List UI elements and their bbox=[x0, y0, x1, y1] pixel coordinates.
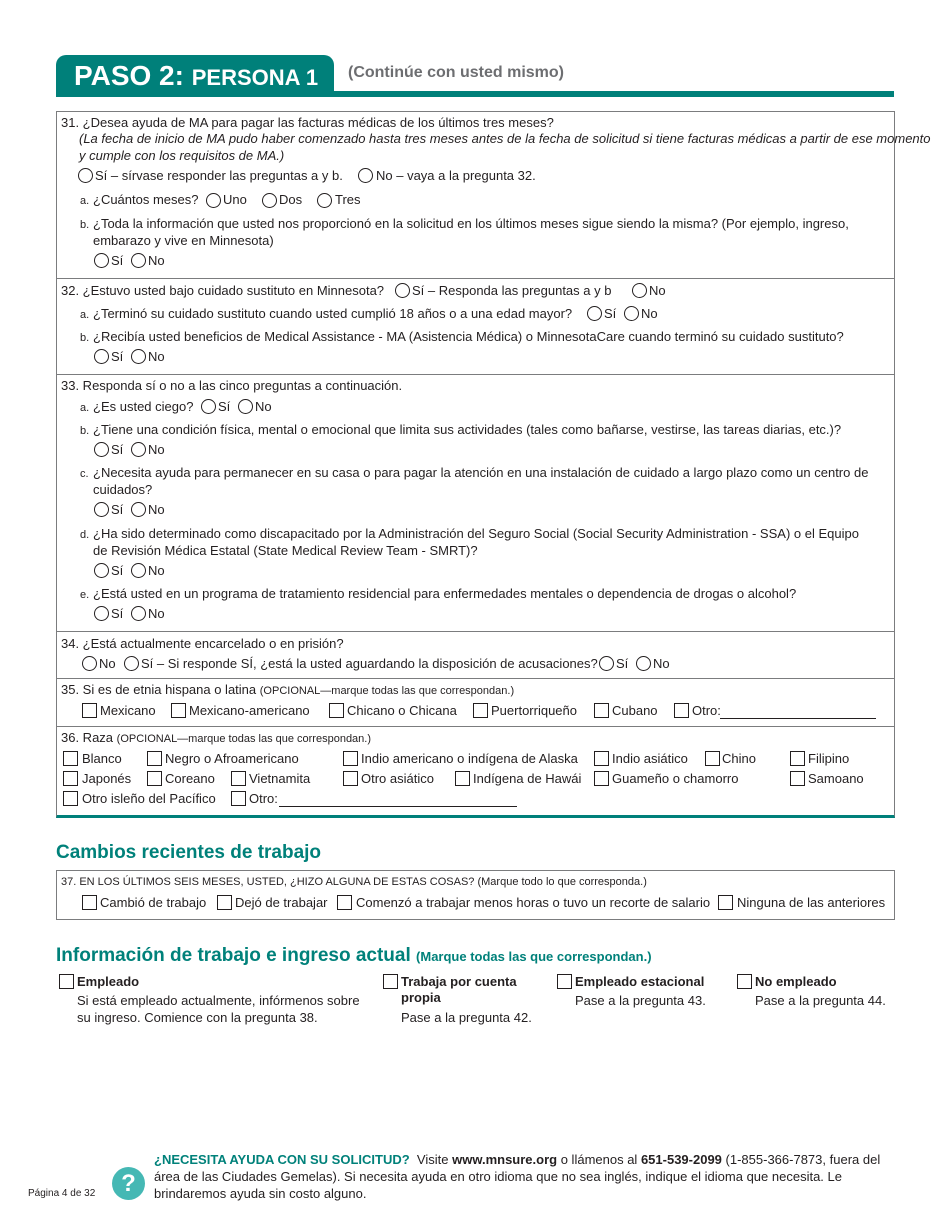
q33a-no-label: No bbox=[255, 399, 272, 414]
estacional-desc: Pase a la pregunta 43. bbox=[575, 993, 706, 1008]
no-empleado-checkbox[interactable] bbox=[737, 974, 752, 989]
q31b-yes-radio[interactable] bbox=[94, 253, 109, 268]
q32b-no-label: No bbox=[148, 349, 165, 364]
q33d-text-2: de Revisión Médica Estatal (State Medical Review Team - SMRT)? bbox=[93, 543, 478, 558]
q31b-text-2: embarazo y vive en Minnesota) bbox=[93, 233, 274, 248]
q36-option: Otro asiático bbox=[361, 771, 434, 786]
q36-option: Otro isleño del Pacífico bbox=[82, 791, 216, 806]
q34-charges-yes-label: Sí bbox=[616, 656, 629, 671]
q37-ninguna-checkbox[interactable] bbox=[718, 895, 733, 910]
q33e-no-radio[interactable] bbox=[131, 606, 146, 621]
q33b-yes-label: Sí bbox=[111, 442, 124, 457]
q32-yes-label: Sí – Responda las preguntas a y b bbox=[412, 283, 612, 298]
q36-option: Filipino bbox=[808, 751, 850, 766]
q32-no-radio[interactable] bbox=[632, 283, 647, 298]
divider-35-36 bbox=[56, 726, 894, 727]
q36-option: Samoano bbox=[808, 771, 864, 786]
divider-32-33 bbox=[56, 374, 894, 375]
q33d-yes-radio[interactable] bbox=[94, 563, 109, 578]
q32a-yes-radio[interactable] bbox=[587, 306, 602, 321]
q31-yes-radio[interactable] bbox=[78, 168, 93, 183]
q34-charges-yes-radio[interactable] bbox=[599, 656, 614, 671]
q36-option: Vietnamita bbox=[249, 771, 311, 786]
q35-otro-input[interactable] bbox=[720, 718, 876, 719]
page-number: Página 4 de 32 bbox=[28, 1188, 96, 1199]
q34-charges-no-radio[interactable] bbox=[636, 656, 651, 671]
q36-option: Negro o Afroamericano bbox=[165, 751, 299, 766]
q32b-text: ¿Recibía usted beneficios de Medical Assistance - MA (Asistencia Médica) o MinnesotaCare cuando terminó su cuidado sustituto? bbox=[93, 329, 844, 344]
q31b-letter: b. bbox=[80, 219, 90, 231]
q36-option: Blanco bbox=[82, 751, 122, 766]
q33c-yes-label: Sí bbox=[111, 502, 124, 517]
q34-charges-no-label: No bbox=[653, 656, 670, 671]
q36-vietnamita-checkbox[interactable] bbox=[231, 771, 246, 786]
q35-otro-checkbox[interactable] bbox=[674, 703, 689, 718]
q33e-yes-label: Sí bbox=[111, 606, 124, 621]
q34-yes-radio[interactable] bbox=[124, 656, 139, 671]
q33e-yes-radio[interactable] bbox=[94, 606, 109, 621]
q31b-no-radio[interactable] bbox=[131, 253, 146, 268]
q35-mexicano-americano-checkbox[interactable] bbox=[171, 703, 186, 718]
q36-guameno-checkbox[interactable] bbox=[594, 771, 609, 786]
q36-option: Otro: bbox=[249, 791, 278, 806]
q37-dejo-checkbox[interactable] bbox=[217, 895, 232, 910]
q37-option: Dejó de trabajar bbox=[235, 895, 328, 910]
q33b-yes-radio[interactable] bbox=[94, 442, 109, 457]
q36-samoano-checkbox[interactable] bbox=[790, 771, 805, 786]
q37-cambio-checkbox[interactable] bbox=[82, 895, 97, 910]
q32a-yes-label: Sí bbox=[604, 306, 617, 321]
help-text: ¿NECESITA AYUDA CON SU SOLICITUD? Visite www.mnsure.org o llámenos al 651-539-2099 (1-855-366-7873, fuera del área de las Ciudades Gemelas). Si necesita ayuda en otro idioma que no sea inglés, indique el idioma que necesita. Le brindaremos ayuda sin costo alguno. bbox=[154, 1152, 881, 1201]
q33b-no-radio[interactable] bbox=[131, 442, 146, 457]
q33b-letter: b. bbox=[80, 425, 90, 437]
q31-no-radio[interactable] bbox=[358, 168, 373, 183]
q36-hawai-checkbox[interactable] bbox=[455, 771, 470, 786]
q31a-letter: a. bbox=[80, 195, 90, 207]
q32a-no-radio[interactable] bbox=[624, 306, 639, 321]
q35-option: Cubano bbox=[612, 703, 658, 718]
q33d-text-1: ¿Ha sido determinado como discapacitado por la Administración del Seguro Social (Social Security Administration - SSA) o el Equipo bbox=[93, 526, 859, 541]
no-empleado-desc: Pase a la pregunta 44. bbox=[755, 993, 886, 1008]
q35-mexicano-checkbox[interactable] bbox=[82, 703, 97, 718]
q33-text: 33. Responda sí o no a las cinco preguntas a continuación. bbox=[61, 378, 403, 393]
q35-option: Chicano o Chicana bbox=[347, 703, 457, 718]
q33c-letter: c. bbox=[80, 468, 89, 480]
q37-option: Ninguna de las anteriores bbox=[737, 895, 886, 910]
q36-negro-checkbox[interactable] bbox=[147, 751, 162, 766]
q37-text: 37. EN LOS ÚLTIMOS SEIS MESES, USTED, ¿HIZO ALGUNA DE ESTAS COSAS? (Marque todo lo que corresponda.) bbox=[61, 876, 647, 888]
q33c-yes-radio[interactable] bbox=[94, 502, 109, 517]
q36-chino-checkbox[interactable] bbox=[705, 751, 720, 766]
q36-isleno-checkbox[interactable] bbox=[63, 791, 78, 806]
q37-option: Comenzó a trabajar menos horas o tuvo un recorte de salario bbox=[356, 895, 711, 910]
q32b-letter: b. bbox=[80, 332, 90, 344]
q36-option: Japonés bbox=[82, 771, 132, 786]
divider-31-32 bbox=[56, 278, 894, 279]
q31a-text: ¿Cuántos meses? bbox=[93, 192, 199, 207]
q36-option: Indígena de Hawái bbox=[473, 771, 582, 786]
page-subtitle: (Continúe con usted mismo) bbox=[348, 64, 564, 81]
q36-text: 36. Raza (OPCIONAL—marque todas las que correspondan.) bbox=[61, 730, 372, 745]
q33a-no-radio[interactable] bbox=[238, 399, 253, 414]
q33b-no-label: No bbox=[148, 442, 165, 457]
q32b-yes-label: Sí bbox=[111, 349, 124, 364]
q31a-three-radio[interactable] bbox=[317, 193, 332, 208]
q31-no-label: No – vaya a la pregunta 32. bbox=[376, 168, 536, 183]
q34-no-radio[interactable] bbox=[82, 656, 97, 671]
q35-option: Puertorriqueño bbox=[491, 703, 577, 718]
q35-chicano-checkbox[interactable] bbox=[329, 703, 344, 718]
q36-indio-asiatico-checkbox[interactable] bbox=[594, 751, 609, 766]
q31a-one-radio[interactable] bbox=[206, 193, 221, 208]
q33a-letter: a. bbox=[80, 402, 90, 414]
q33c-no-radio[interactable] bbox=[131, 502, 146, 517]
q31-note-2: y cumple con los requisitos de MA.) bbox=[79, 148, 285, 163]
q36-otro-asiatico-checkbox[interactable] bbox=[343, 771, 358, 786]
empleado-desc-2: su ingreso. Comience con la pregunta 38. bbox=[77, 1010, 318, 1025]
empleado-label: Empleado bbox=[77, 974, 140, 989]
q36-option: Coreano bbox=[165, 771, 215, 786]
q36-indio-americano-checkbox[interactable] bbox=[343, 751, 358, 766]
q35-cubano-checkbox[interactable] bbox=[594, 703, 609, 718]
estacional-checkbox[interactable] bbox=[557, 974, 572, 989]
no-empleado-label: No empleado bbox=[755, 974, 837, 989]
q33e-text: ¿Está usted en un programa de tratamiento residencial para enfermedades mentales o dependencia de drogas o alcohol? bbox=[93, 586, 797, 601]
q33a-text: ¿Es usted ciego? bbox=[93, 399, 194, 414]
q31b-yes-label: Sí bbox=[111, 253, 124, 268]
q35-option: Mexicano bbox=[100, 703, 156, 718]
q32-text: 32. ¿Estuvo usted bajo cuidado sustituto en Minnesota? bbox=[61, 283, 385, 298]
q36-option: Guameño o chamorro bbox=[612, 771, 739, 786]
work-changes-title: Cambios recientes de trabajo bbox=[56, 842, 322, 863]
q36-japones-checkbox[interactable] bbox=[63, 771, 78, 786]
q32b-no-radio[interactable] bbox=[131, 349, 146, 364]
q34-text: 34. ¿Está actualmente encarcelado o en prisión? bbox=[61, 636, 344, 651]
q31-note-1: (La fecha de inicio de MA pudo haber comenzado hasta tres meses antes de la fecha de solicitud si tiene facturas médicas a partir de ese momento bbox=[79, 131, 931, 146]
q37-menos-horas-checkbox[interactable] bbox=[337, 895, 352, 910]
q33c-text-2: cuidados? bbox=[93, 482, 153, 497]
empleado-desc-1: Si está empleado actualmente, infórmenos sobre bbox=[77, 993, 360, 1008]
q36-option: Chino bbox=[722, 751, 756, 766]
q33d-yes-label: Sí bbox=[111, 563, 124, 578]
q33a-yes-label: Sí bbox=[218, 399, 231, 414]
q31a-one-label: Uno bbox=[223, 192, 247, 207]
q36-option: Indio americano o indígena de Alaska bbox=[361, 751, 578, 766]
cuenta-propia-checkbox[interactable] bbox=[383, 974, 398, 989]
q33b-text: ¿Tiene una condición física, mental o emocional que limita sus actividades (tales como bañarse, vestirse, las tareas diarias, etc.)? bbox=[93, 422, 842, 437]
cuenta-propia-label-1: Trabaja por cuenta bbox=[401, 974, 517, 989]
cuenta-propia-label-2: propia bbox=[401, 990, 441, 1005]
q33a-yes-radio[interactable] bbox=[201, 399, 216, 414]
q31b-no-label: No bbox=[148, 253, 165, 268]
q36-otro-checkbox[interactable] bbox=[231, 791, 246, 806]
q31b-text-1: ¿Toda la información que usted nos proporcionó en la solicitud en los últimos meses sigue siendo la misma? (Por ejemplo, ingreso, bbox=[93, 216, 849, 231]
q36-option: Indio asiático bbox=[612, 751, 688, 766]
q36-coreano-checkbox[interactable] bbox=[147, 771, 162, 786]
q32a-text: ¿Terminó su cuidado sustituto cuando usted cumplió 18 años o a una edad mayor? bbox=[93, 306, 573, 321]
q37-option: Cambió de trabajo bbox=[100, 895, 207, 910]
q33d-no-label: No bbox=[148, 563, 165, 578]
estacional-label: Empleado estacional bbox=[575, 974, 705, 989]
q32-no-label: No bbox=[649, 283, 666, 298]
q31a-two-radio[interactable] bbox=[262, 193, 277, 208]
q32b-yes-radio[interactable] bbox=[94, 349, 109, 364]
help-question-icon: ? bbox=[112, 1167, 145, 1200]
divider-33-34 bbox=[56, 631, 894, 632]
q31a-two-label: Dos bbox=[279, 192, 303, 207]
q33c-text-1: ¿Necesita ayuda para permanecer en su casa o para pagar la atención en una instalación de cuidado a largo plazo como un centro de bbox=[93, 465, 869, 480]
q32a-no-label: No bbox=[641, 306, 658, 321]
q36-blanco-checkbox[interactable] bbox=[63, 751, 78, 766]
q35-puertorriqueno-checkbox[interactable] bbox=[473, 703, 488, 718]
current-work-title: Información de trabajo e ingreso actual (Marque todas las que correspondan.) bbox=[56, 945, 652, 966]
q33c-no-label: No bbox=[148, 502, 165, 517]
q36-filipino-checkbox[interactable] bbox=[790, 751, 805, 766]
q31a-three-label: Tres bbox=[335, 192, 361, 207]
divider-34-35 bbox=[56, 678, 894, 679]
q33e-letter: e. bbox=[80, 589, 90, 601]
q35-option: Mexicano-americano bbox=[189, 703, 310, 718]
q31-yes-label: Sí – sírvase responder las preguntas a y b. bbox=[95, 168, 343, 183]
q35-text: 35. Si es de etnia hispana o latina (OPCIONAL—marque todas las que correspondan.) bbox=[61, 682, 515, 697]
q36-otro-input[interactable] bbox=[279, 806, 517, 807]
cuenta-propia-desc: Pase a la pregunta 42. bbox=[401, 1010, 532, 1025]
q33d-letter: d. bbox=[80, 529, 90, 541]
q35-option: Otro: bbox=[692, 703, 721, 718]
empleado-checkbox[interactable] bbox=[59, 974, 74, 989]
q33e-no-label: No bbox=[148, 606, 165, 621]
q32a-letter: a. bbox=[80, 309, 90, 321]
q32-yes-radio[interactable] bbox=[395, 283, 410, 298]
q33d-no-radio[interactable] bbox=[131, 563, 146, 578]
page-title: PASO 2: PERSONA 1 bbox=[74, 60, 319, 91]
q34-no-label: No bbox=[99, 656, 116, 671]
q34-yes-label: Sí – Si responde SÍ, ¿está la usted aguardando la disposición de acusaciones? bbox=[141, 656, 598, 671]
q31-text: 31. ¿Desea ayuda de MA para pagar las facturas médicas de los últimos tres meses? bbox=[61, 115, 554, 130]
